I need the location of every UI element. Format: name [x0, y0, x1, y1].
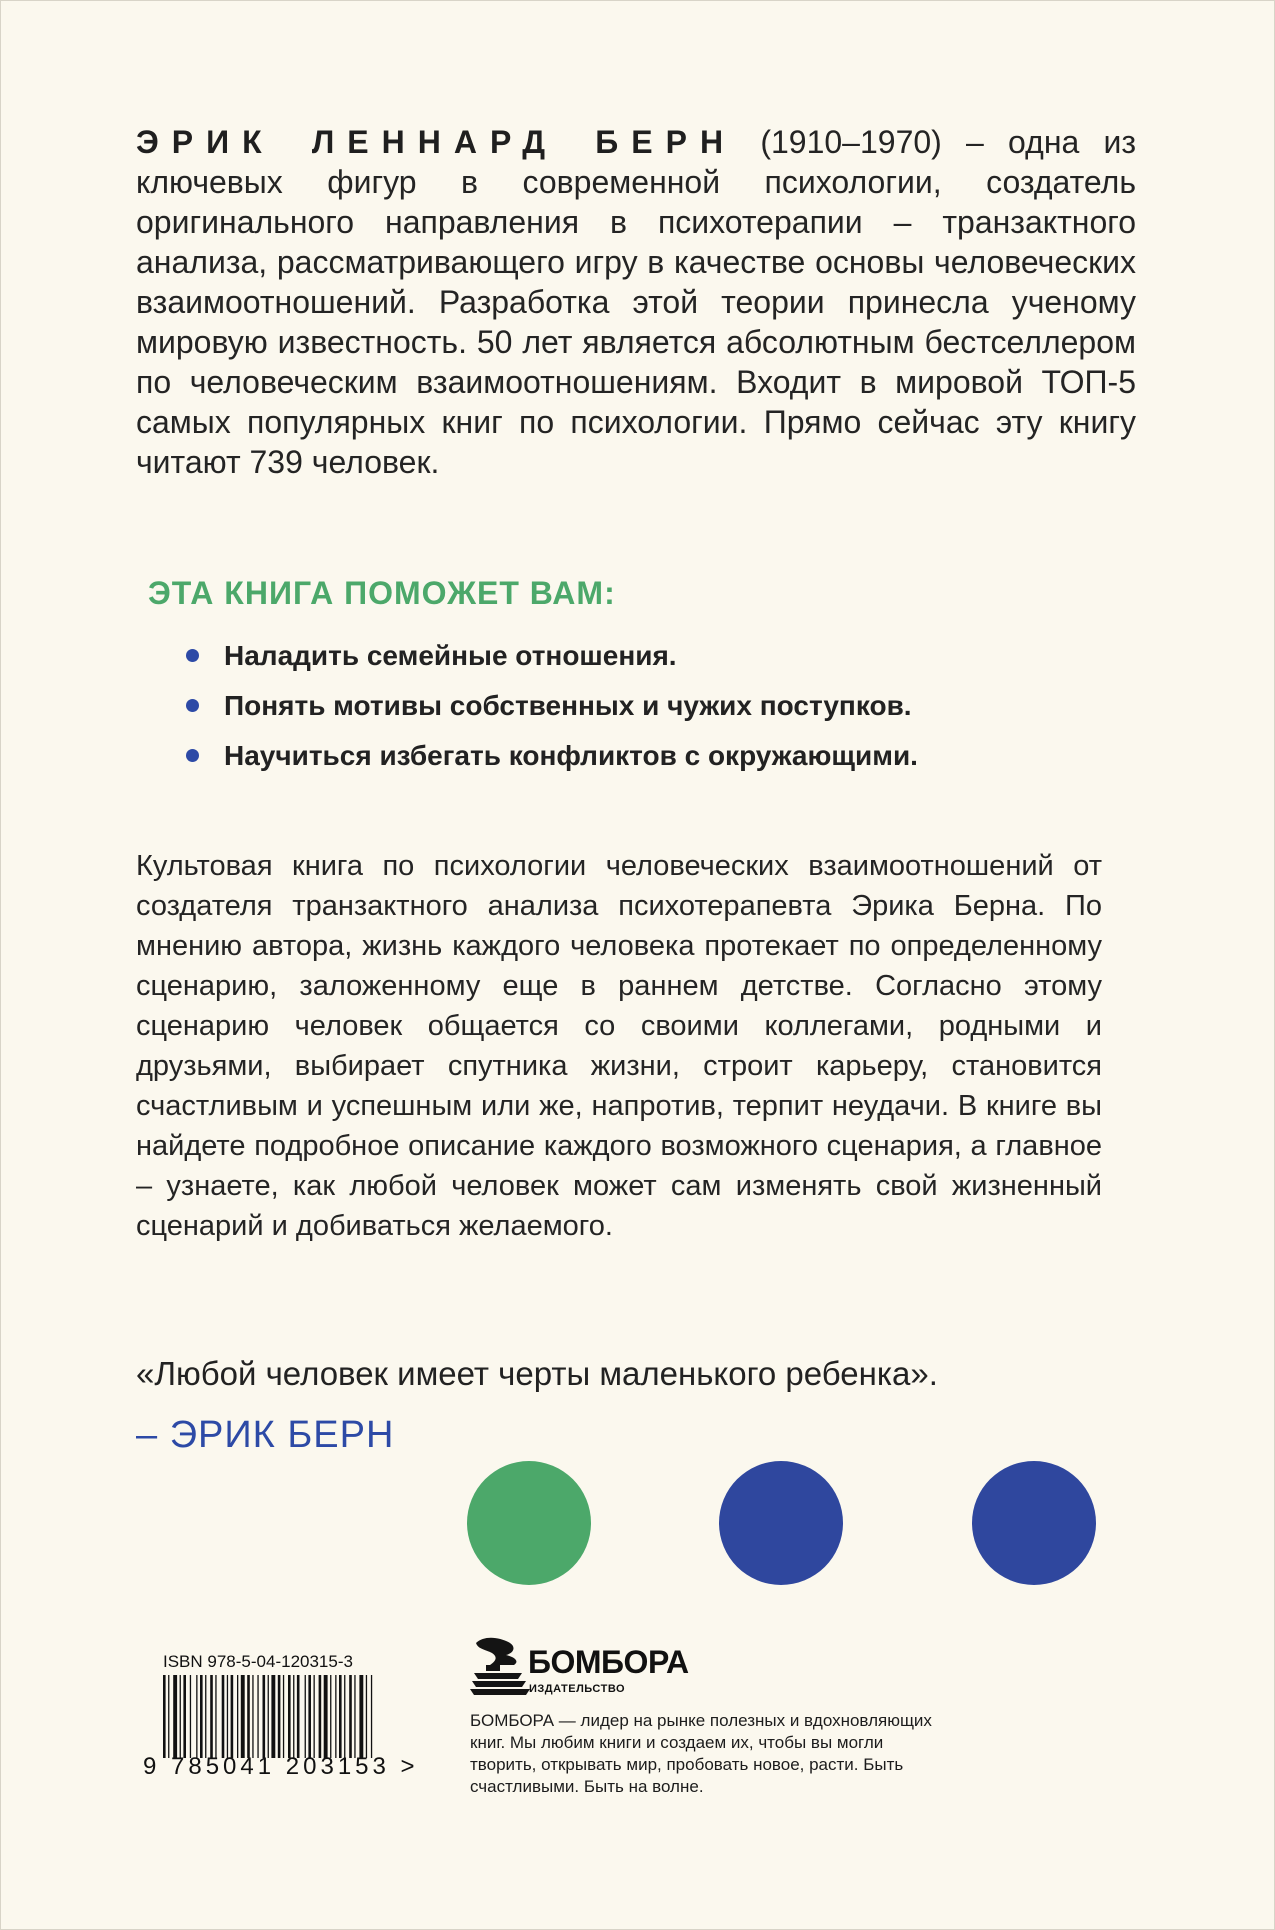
quote-author: – ЭРИК БЕРН: [136, 1414, 395, 1456]
quote-text: «Любой человек имеет черты маленького ребенка».: [136, 1355, 938, 1392]
publisher-subtitle: ИЗДАТЕЛЬСТВО: [529, 1683, 626, 1695]
barcode-digits: 9 785041 203153 >: [143, 1753, 419, 1780]
bombora-logo-icon: [470, 1635, 530, 1697]
benefits-list: [186, 636, 918, 786]
list-item: [186, 686, 918, 736]
blue-circle: [719, 1461, 843, 1585]
author-bio: [136, 122, 1136, 482]
author-name: ЭРИК ЛЕННАРД БЕРН: [136, 124, 737, 160]
publisher-blurb: БОМБОРА — лидер на рынке полезных и вдохновляющих книг. Мы любим книги и создаем их, чтобы вы могли творить, открывать мир, пробовать новое, расти. Быть счастливыми. Быть на волне.: [470, 1711, 932, 1796]
publisher-name: БОМБОРА: [528, 1644, 689, 1680]
blue-circle: [972, 1461, 1096, 1585]
list-item: [186, 636, 918, 686]
list-item-text: Научиться избегать конфликтов с окружающими.: [224, 740, 918, 771]
bullet-icon: [186, 749, 199, 762]
book-description: Культовая книга по психологии человеческих взаимоотношений от создателя транзактного анализа психотерапевта Эрика Берна. По мнению автора, жизнь каждого человека протекает по определенному сценарию, заложенному еще в раннем детстве. Согласно этому сценарию человек общается со своими коллегами, родными и друзьями, выбирает спутника жизни, строит карьеру, становится счастливым и успешным или же, напротив, терпит неудачи. В книге вы найдете подробное описание каждого возможного сценария, а главное – узнаете, как любой человек может сам изменять свой жизненный сценарий и добиваться желаемого.: [136, 850, 1102, 1242]
author-years: (1910–1970) –: [760, 124, 984, 160]
green-circle: [467, 1461, 591, 1585]
bullet-icon: [186, 699, 199, 712]
barcode: [163, 1675, 395, 1758]
isbn-label: ISBN 978-5-04-120315-3: [163, 1652, 353, 1671]
benefits-heading: ЭТА КНИГА ПОМОЖЕТ ВАМ:: [148, 575, 616, 611]
author-bio-text: одна из ключевых фигур в современной психологии, создатель оригинального направления в психотерапии – транзактного анализа, рассматривающего игру в качестве основы человеческих взаимоотношений. Разработка этой теории принесла ученому мировую известность. 50 лет является абсолютным бестселлером по человеческим взаимоотношениям. Входит в мировой ТОП-5 самых популярных книг по психологии. Прямо сейчас эту книгу читают 739 человек.: [136, 124, 1137, 480]
list-item-text: Наладить семейные отношения.: [224, 640, 677, 671]
list-item-text: Понять мотивы собственных и чужих поступков.: [224, 690, 912, 721]
list-item: [186, 736, 918, 786]
bullet-icon: [186, 649, 199, 662]
